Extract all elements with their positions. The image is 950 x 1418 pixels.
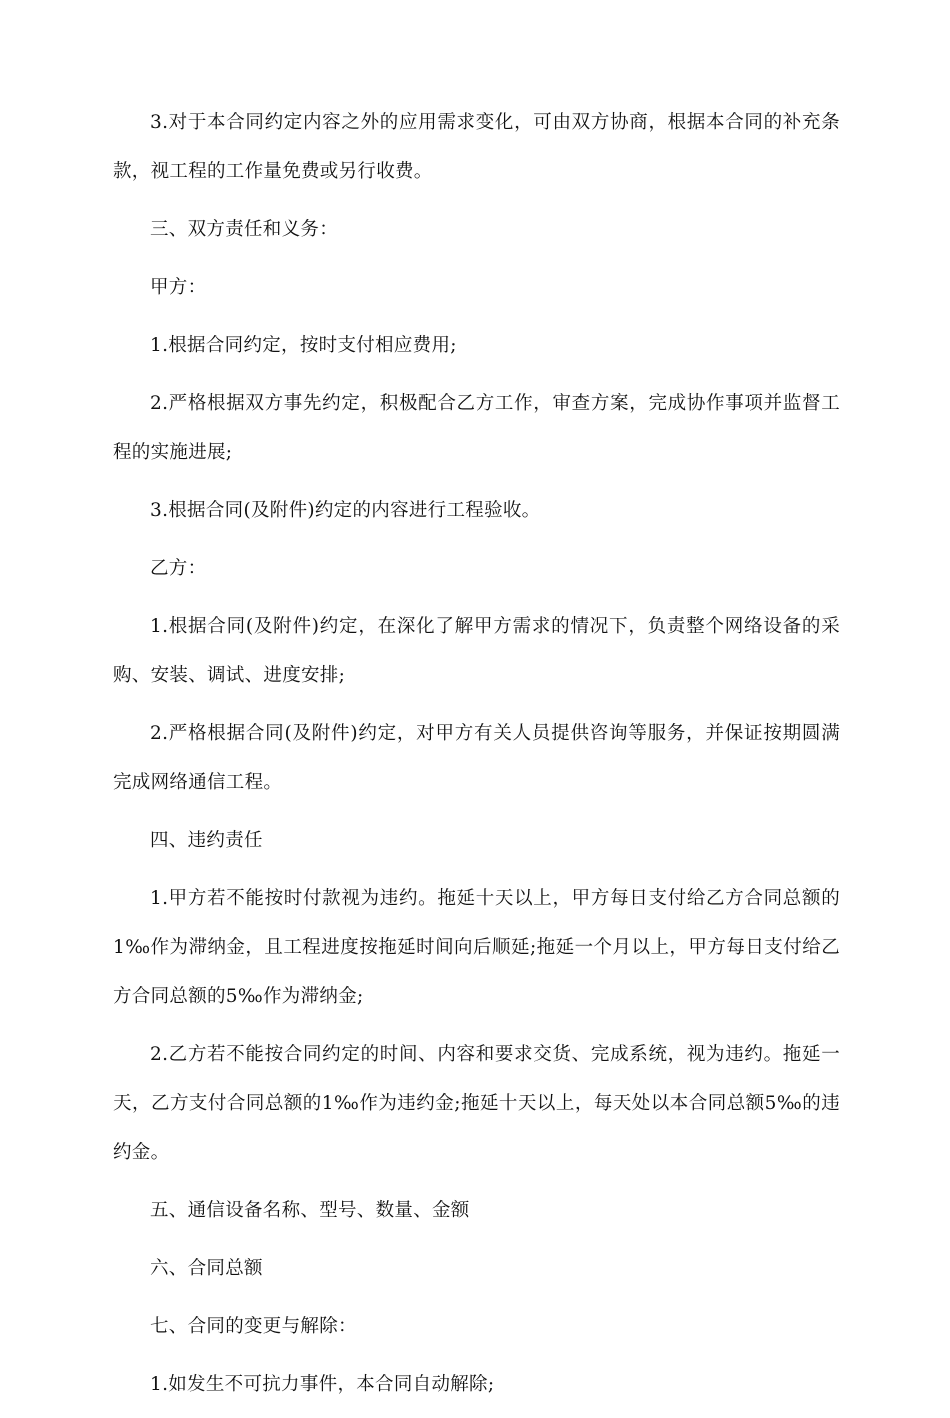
paragraph-extra-demand-clause: 3.对于本合同约定内容之外的应用需求变化，可由双方协商，根据本合同的补充条款，视工程的工作量免费或另行收费。 [113, 112, 840, 182]
party-b-item-2: 2.严格根据合同(及附件)约定，对甲方有关人员提供咨询等服务，并保证按期圆满完成网络通信工程。 [113, 723, 840, 793]
section-heading-total: 六、合同总额 [150, 1258, 263, 1279]
party-b-heading: 乙方： [150, 558, 207, 579]
section-heading-change-termination: 七、合同的变更与解除： [150, 1316, 357, 1337]
breach-item-1: 1.甲方若不能按时付款视为违约。拖延十天以上，甲方每日支付给乙方合同总额的1‰作为滞纳金，且工程进度按拖延时间向后顺延;拖延一个月以上，甲方每日支付给乙方合同总额的5‰作为滞纳金; [113, 888, 840, 1007]
party-a-heading: 甲方： [150, 277, 207, 298]
section-heading-responsibilities: 三、双方责任和义务： [150, 219, 339, 240]
change-item-1: 1.如发生不可抗力事件，本合同自动解除; [150, 1374, 495, 1395]
section-heading-breach: 四、违约责任 [150, 830, 263, 851]
party-a-item-1: 1.根据合同约定，按时支付相应费用; [150, 335, 457, 356]
breach-item-2: 2.乙方若不能按合同约定的时间、内容和要求交货、完成系统，视为违约。拖延一天，乙方支付合同总额的1‰作为违约金;拖延十天以上，每天处以本合同总额5‰的违约金。 [113, 1044, 840, 1163]
party-b-item-1: 1.根据合同(及附件)约定，在深化了解甲方需求的情况下，负责整个网络设备的采购、安装、调试、进度安排; [113, 616, 840, 686]
party-a-item-2: 2.严格根据双方事先约定，积极配合乙方工作，审查方案，完成协作事项并监督工程的实施进展; [113, 393, 840, 463]
section-heading-equipment: 五、通信设备名称、型号、数量、金额 [150, 1200, 470, 1221]
document-page [113, 98, 840, 1418]
party-a-item-3: 3.根据合同(及附件)约定的内容进行工程验收。 [150, 500, 541, 521]
